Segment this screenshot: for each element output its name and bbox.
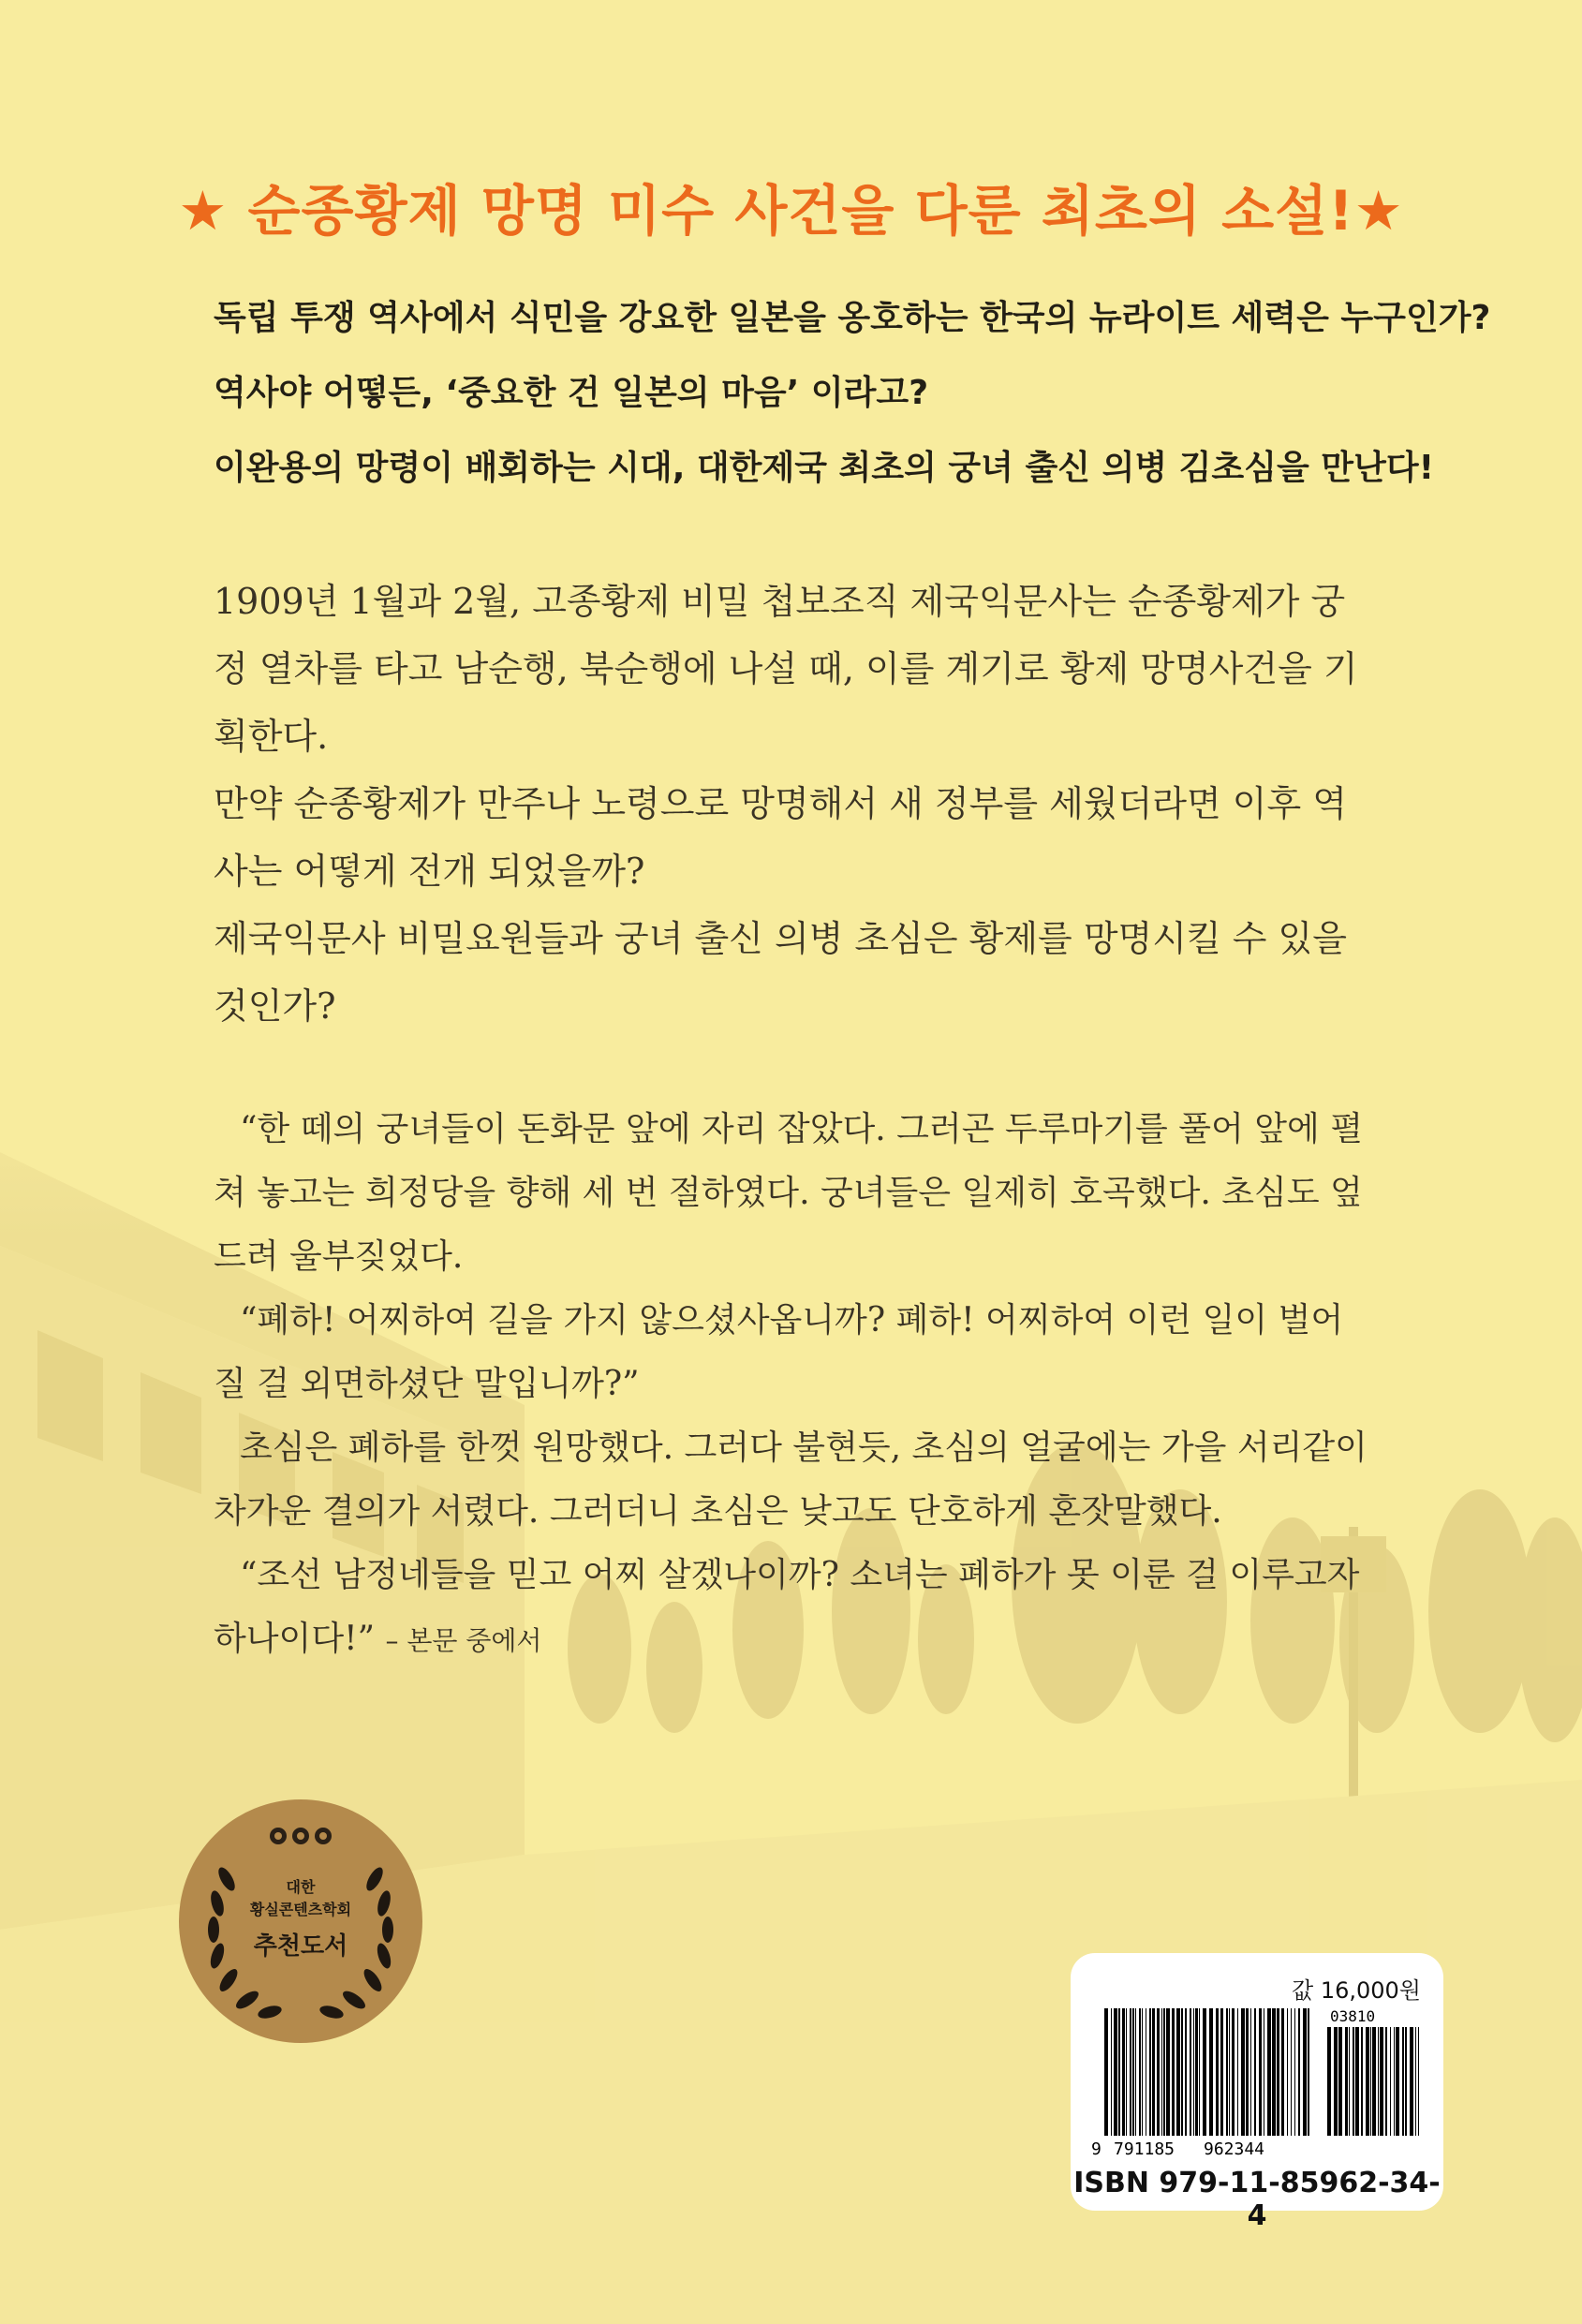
barcode-bar <box>1267 2008 1271 2136</box>
excerpt-paragraph: “한 떼의 궁녀들이 돈화문 앞에 자리 잡았다. 그러곤 두루마기를 풀어 앞에 펼쳐 놓고는 희정당을 향해 세 번 절하였다. 궁녀들은 일제히 호곡했다. 초심도 엎드려 울부짖었다. <box>214 1110 1364 1276</box>
barcode-digits-left: 791185 <box>1114 2139 1175 2159</box>
barcode-panel <box>1071 1953 1443 2232</box>
barcode-bar <box>1139 2008 1141 2136</box>
excerpt-paragraph <box>214 1544 1371 1673</box>
barcode-bar <box>1220 2008 1223 2136</box>
synopsis <box>214 568 1371 1040</box>
excerpt-paragraph: “폐하! 어찌하여 길을 가지 않으셨사옵니까? 폐하! 어찌하여 이런 일이 벌어질 걸 외면하셨단 말입니까?” <box>214 1301 1344 1403</box>
lead-questions <box>214 292 1491 517</box>
barcode-bar <box>1308 2008 1309 2136</box>
barcode-bar <box>1303 2008 1307 2136</box>
barcode-bar <box>1195 2008 1198 2136</box>
barcode-bar <box>1277 2008 1279 2136</box>
barcode-bar <box>1216 2008 1219 2136</box>
seal-emblem-icons <box>270 1828 332 1844</box>
barcode-bar <box>1355 2027 1359 2136</box>
barcode-bar <box>1190 2008 1191 2136</box>
barcode-bar <box>1372 2027 1376 2136</box>
barcode-bar <box>1361 2027 1363 2136</box>
barcode-bar <box>1226 2008 1228 2136</box>
headline: ★ 순종황제 망명 미수 사건을 다룬 최초의 소설!★ <box>178 179 1404 243</box>
barcode-bar <box>1327 2027 1331 2136</box>
price-label: 값 16,000원 <box>1292 1977 1421 2004</box>
synopsis-paragraph: 만약 순종황제가 만주나 노령으로 망명해서 새 정부를 세웠더라면 이후 역사는 어떻게 전개 되었을까? <box>214 783 1347 892</box>
barcode-bar <box>1172 2008 1175 2136</box>
barcode-bar <box>1291 2008 1292 2136</box>
barcode-bar <box>1405 2027 1407 2136</box>
seal-line-1: 대한 <box>286 1878 316 1896</box>
barcode-bar <box>1353 2027 1354 2136</box>
barcode-bar <box>1111 2008 1112 2136</box>
barcode-bar <box>1418 2027 1419 2136</box>
barcode-bar <box>1209 2008 1213 2136</box>
barcode-bar <box>1203 2008 1206 2136</box>
barcode-bar <box>1349 2027 1350 2136</box>
barcode-bar <box>1199 2008 1200 2136</box>
addon-digits: 03810 <box>1330 2007 1376 2025</box>
barcode-bar <box>1415 2027 1416 2136</box>
barcode-bar <box>1366 2027 1369 2136</box>
excerpt-last-line: “조선 남정네들을 믿고 어찌 살겠나이까? 소녀는 폐하가 못 이룬 걸 이루고자 하나이다!” <box>214 1556 1360 1658</box>
barcode-bar <box>1402 2027 1404 2136</box>
barcode-bar <box>1142 2008 1143 2136</box>
barcode-bar <box>1232 2008 1235 2136</box>
lead-line: 역사야 어떻든, ‘중요한 건 일본의 마음’ 이라고? <box>214 374 929 412</box>
synopsis-paragraph: 1909년 1월과 2월, 고종황제 비밀 첩보조직 제국익문사는 순종황제가 궁정 열차를 타고 남순행, 북순행에 나설 때, 이를 계기로 황제 망명사건을 기획한다. <box>214 581 1358 757</box>
barcode-bar <box>1157 2008 1160 2136</box>
barcode-bar <box>1287 2008 1288 2136</box>
barcode-bar <box>1176 2008 1180 2136</box>
addon-barcode-bars <box>1327 2027 1419 2136</box>
lead-line: 독립 투쟁 역사에서 식민을 강요한 일본을 옹호하는 한국의 뉴라이트 세력은 누구인가? <box>214 299 1491 337</box>
barcode-bar <box>1149 2008 1151 2136</box>
synopsis-paragraph: 제국익문사 비밀요원들과 궁녀 출신 의병 초심은 황제를 망명시킬 수 있을 것인가? <box>214 918 1347 1027</box>
excerpt-source: – 본문 중에서 <box>385 1625 542 1656</box>
barcode-digits-right: 962344 <box>1204 2139 1265 2159</box>
barcode-bar <box>1122 2008 1125 2136</box>
barcode-bar <box>1229 2008 1230 2136</box>
seal-line-2: 황실콘텐츠학회 <box>249 1901 352 1918</box>
barcode-bar <box>1378 2027 1379 2136</box>
barcode-bar <box>1394 2027 1395 2136</box>
excerpt <box>214 1098 1371 1673</box>
barcode-bar <box>1193 2008 1194 2136</box>
barcode-bar <box>1185 2008 1187 2136</box>
barcode-bar <box>1241 2008 1245 2136</box>
barcode-bar <box>1118 2008 1120 2136</box>
barcode-bar <box>1380 2027 1383 2136</box>
isbn-barcode <box>1091 2005 1428 2162</box>
barcode-bar <box>1390 2027 1391 2136</box>
barcode-lead-digit: 9 <box>1091 2139 1101 2159</box>
barcode-bar <box>1114 2008 1117 2136</box>
barcode-bar <box>1126 2008 1127 2136</box>
lead-line: 이완용의 망령이 배회하는 시대, 대한제국 최초의 궁녀 출신 의병 김초심을 만난다! <box>214 449 1435 487</box>
main-barcode-bars <box>1104 2008 1309 2136</box>
barcode-bar <box>1161 2008 1162 2136</box>
barcode-bar <box>1163 2008 1165 2136</box>
barcode-bar <box>1166 2008 1170 2136</box>
barcode-bar <box>1246 2008 1249 2136</box>
barcode-bar <box>1272 2008 1276 2136</box>
barcode-bar <box>1181 2008 1183 2136</box>
barcode-bar <box>1298 2008 1300 2136</box>
barcode-bar <box>1237 2008 1238 2136</box>
seal-line-3: 추천도서 <box>253 1932 348 1961</box>
barcode-bar <box>1152 2008 1155 2136</box>
recommendation-seal <box>178 1799 423 2044</box>
barcode-bar <box>1385 2027 1387 2136</box>
barcode-bar <box>1135 2008 1136 2136</box>
excerpt-paragraph: 초심은 폐하를 한껏 원망했다. 그러다 불현듯, 초심의 얼굴에는 가을 서리같이 차가운 결의가 서렸다. 그러더니 초심은 낮고도 단호하게 혼잣말했다. <box>214 1428 1368 1531</box>
barcode-bar <box>1294 2008 1295 2136</box>
barcode-bar <box>1281 2008 1284 2136</box>
barcode-bar <box>1396 2027 1399 2136</box>
barcode-bar <box>1338 2027 1342 2136</box>
barcode-bar <box>1132 2008 1134 2136</box>
isbn-number: ISBN 979-11-85962-34-4 <box>1073 2167 1441 2232</box>
barcode-bar <box>1410 2027 1413 2136</box>
barcode-bar <box>1259 2008 1262 2136</box>
barcode-bar <box>1130 2008 1131 2136</box>
barcode-bar <box>1254 2008 1256 2136</box>
barcode-bar <box>1370 2027 1371 2136</box>
barcode-bar <box>1104 2008 1108 2136</box>
barcode-bar <box>1345 2027 1348 2136</box>
barcode-bar <box>1334 2027 1338 2136</box>
barcode-bar <box>1250 2008 1251 2136</box>
